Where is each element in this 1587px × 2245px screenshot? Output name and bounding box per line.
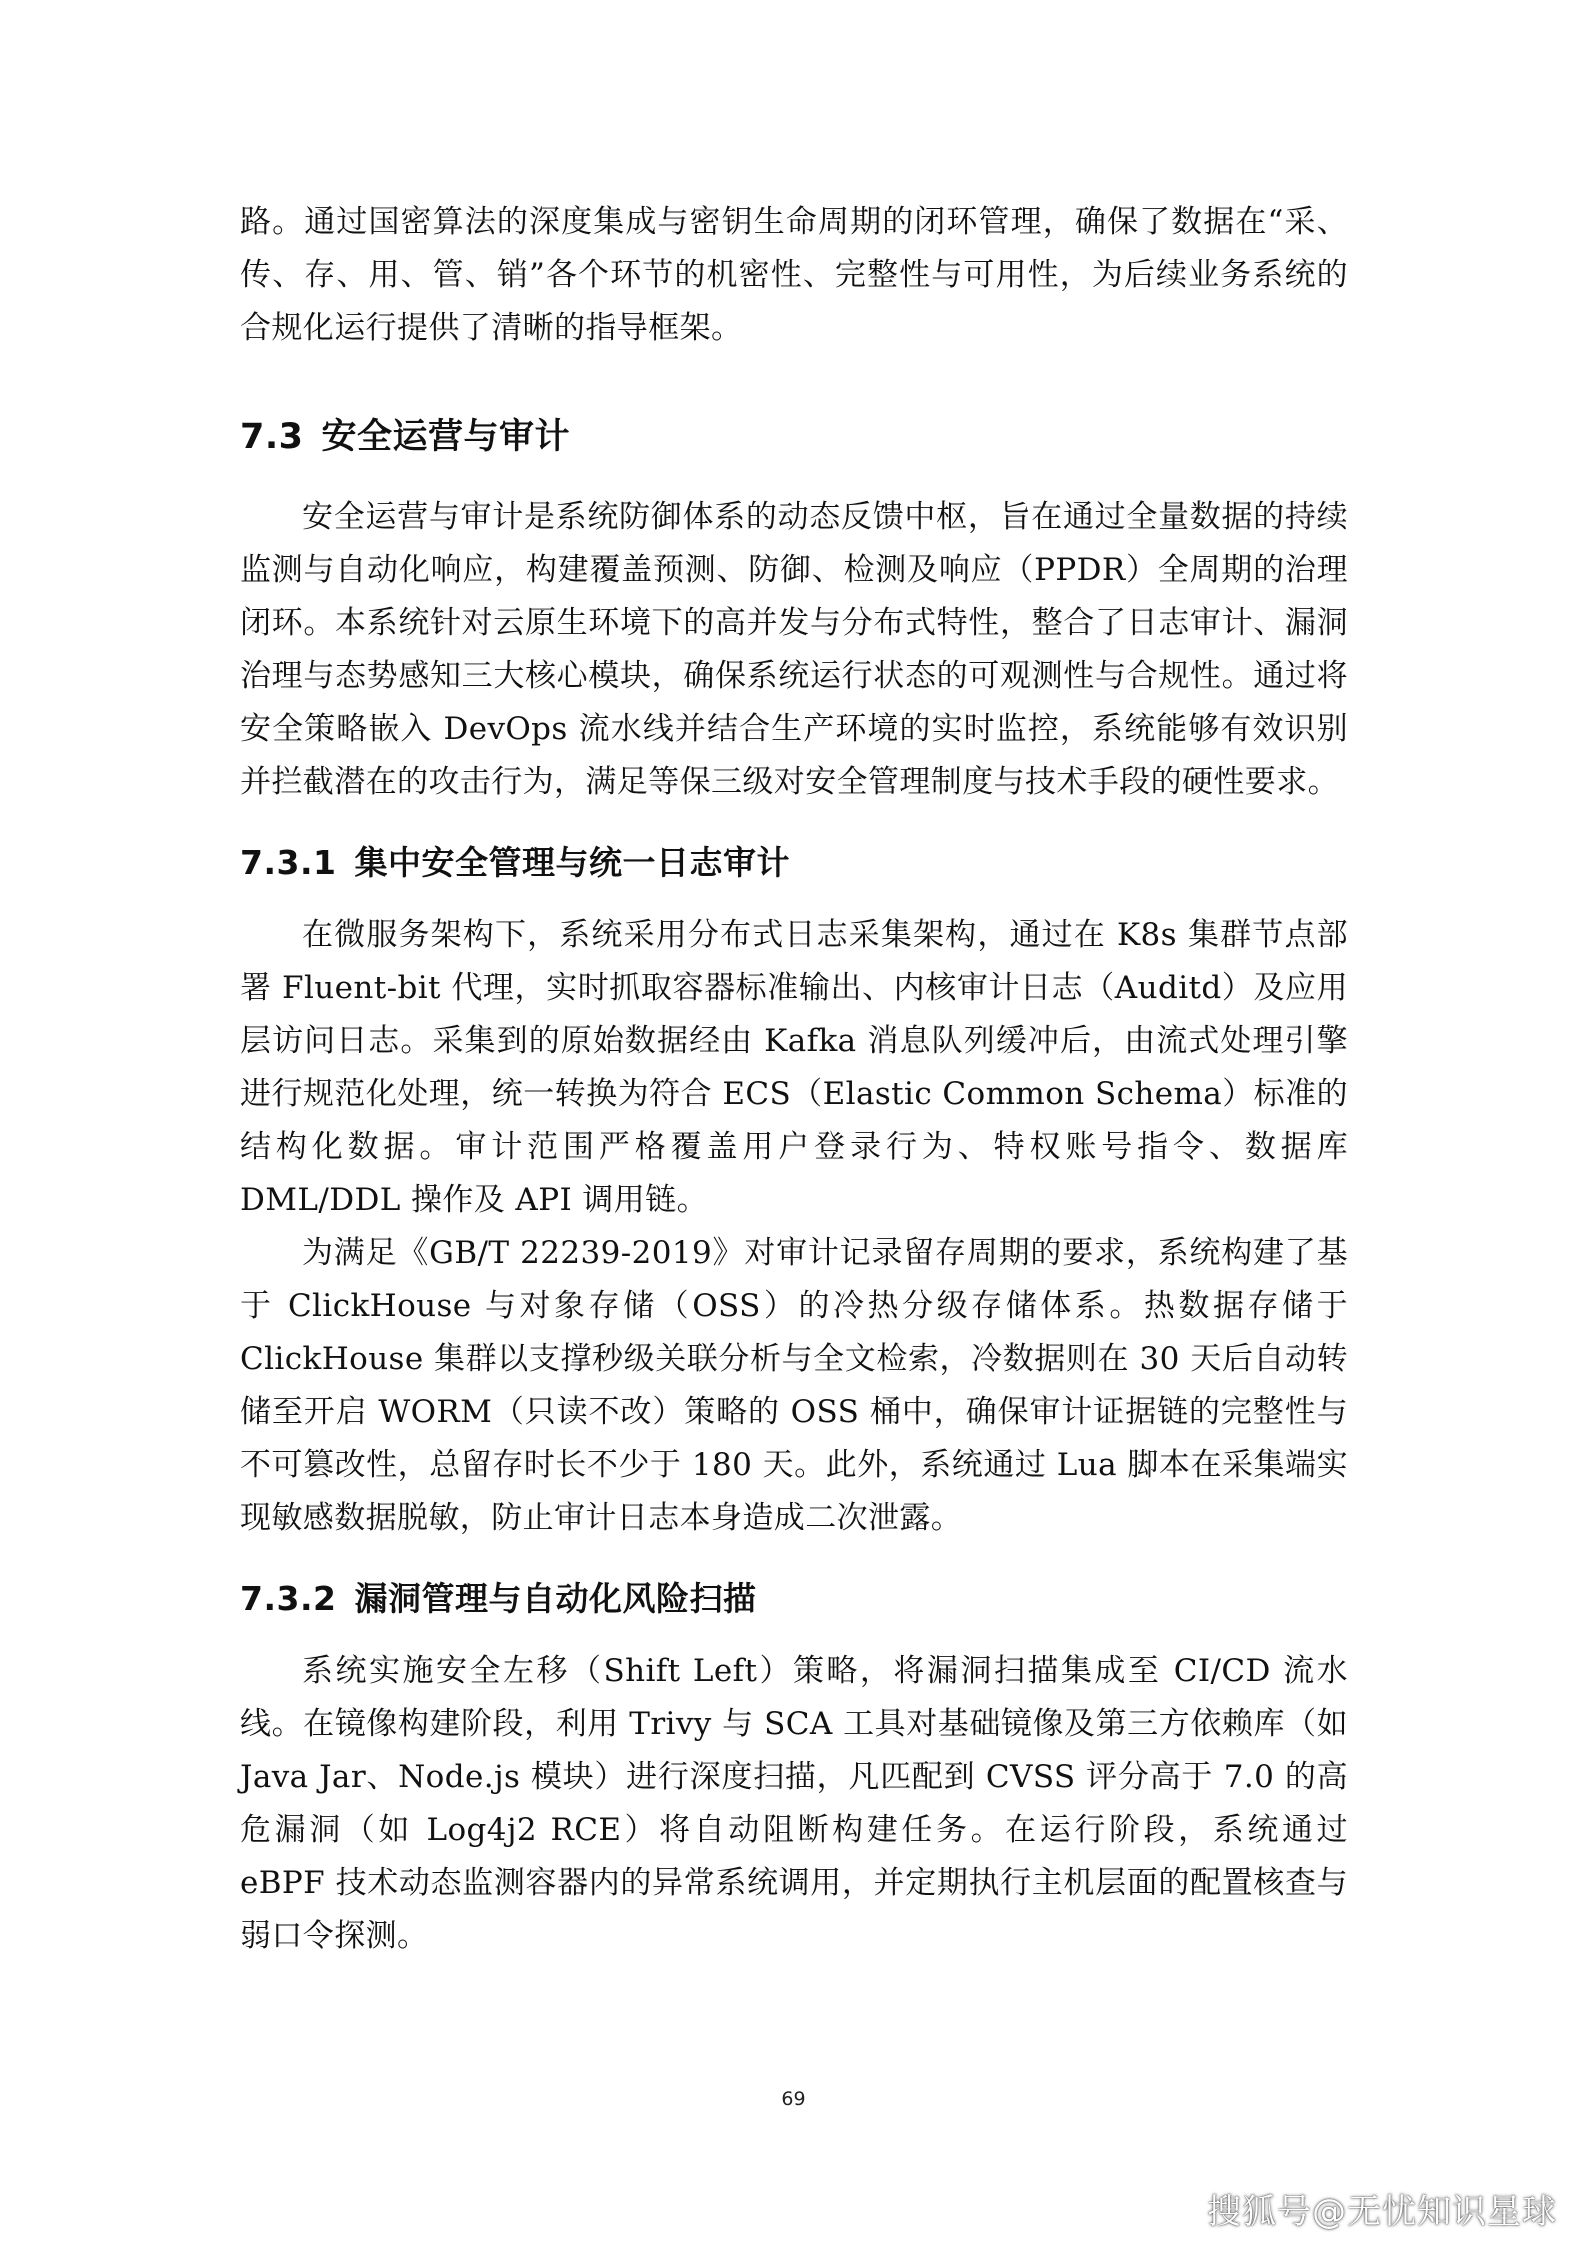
subsection-number: 7.3.1 [240, 843, 337, 882]
section-7-3-paragraph: 安全运营与审计是系统防御体系的动态反馈中枢，旨在通过全量数据的持续监测与自动化响应，构建覆盖预测、防御、检测及响应（PPDR）全周期的治理闭环。本系统针对云原生环境下的高并发与分布式特性，整合了日志审计、漏洞治理与态势感知三大核心模块，确保系统运行状态的可观测性与合规性。通过将安全策略嵌入 DevOps 流水线并结合生产环境的实时监控，系统能够有效识别并拦截潜在的攻击行为，满足等保三级对安全管理制度与技术手段的硬性要求。 [240, 499, 1348, 800]
section-number: 7.3 [240, 417, 304, 457]
page-number: 69 [781, 2088, 806, 2110]
subsection-title: 漏洞管理与自动化风险扫描 [354, 1579, 757, 1618]
page-content [240, 196, 1348, 1963]
section-7-3-2-paragraph: 系统实施安全左移（Shift Left）策略，将漏洞扫描集成至 CI/CD 流水线。在镜像构建阶段，利用 Trivy 与 SCA 工具对基础镜像及第三方依赖库（如 Java Jar、Node.js 模块）进行深度扫描，凡匹配到 CVSS 评分高于 7.0 的高危漏洞（如 Log4j2 RCE）将自动阻断构建任务。在运行阶段，系统通过 eBPF 技术动态监测容器内的异常系统调用，并定期执行主机层面的配置核查与弱口令探测。 [240, 1653, 1348, 1954]
watermark: 搜狐号@无忧知识星球 [1207, 2192, 1557, 2232]
section-7-3-1-paragraph-1: 在微服务架构下，系统采用分布式日志采集架构，通过在 K8s 集群节点部署 Fluent-bit 代理，实时抓取容器标准输出、内核审计日志（Auditd）及应用层访问日志。采集到的原始数据经由 Kafka 消息队列缓冲后，由流式处理引擎进行规范化处理，统一转换为符合 ECS（Elastic Common Schema）标准的结构化数据。审计范围严格覆盖用户登录行为、特权账号指令、数据库 DML/DDL 操作及 API 调用链。 [240, 917, 1348, 1218]
section-title: 安全运营与审计 [321, 417, 571, 457]
section-heading-7-3-1 [240, 839, 1348, 887]
section-heading-7-3-2 [240, 1575, 1348, 1623]
subsection-number: 7.3.2 [240, 1579, 337, 1618]
section-heading-7-3 [240, 413, 1348, 461]
subsection-title: 集中安全管理与统一日志审计 [354, 843, 790, 882]
section-7-3-1-paragraph-2: 为满足《GB/T 22239-2019》对审计记录留存周期的要求，系统构建了基于 ClickHouse 与对象存储（OSS）的冷热分级存储体系。热数据存储于 ClickHouse 集群以支撑秒级关联分析与全文检索，冷数据则在 30 天后自动转储至开启 WORM（只读不改）策略的 OSS 桶中，确保审计证据链的完整性与不可篡改性，总留存时长不少于 180 天。此外，系统通过 Lua 脚本在采集端实现敏感数据脱敏，防止审计日志本身造成二次泄露。 [240, 1235, 1348, 1536]
intro-paragraph: 路。通过国密算法的深度集成与密钥生命周期的闭环管理，确保了数据在“采、传、存、用、管、销”各个环节的机密性、完整性与可用性，为后续业务系统的合规化运行提供了清晰的指导框架。 [240, 204, 1348, 346]
